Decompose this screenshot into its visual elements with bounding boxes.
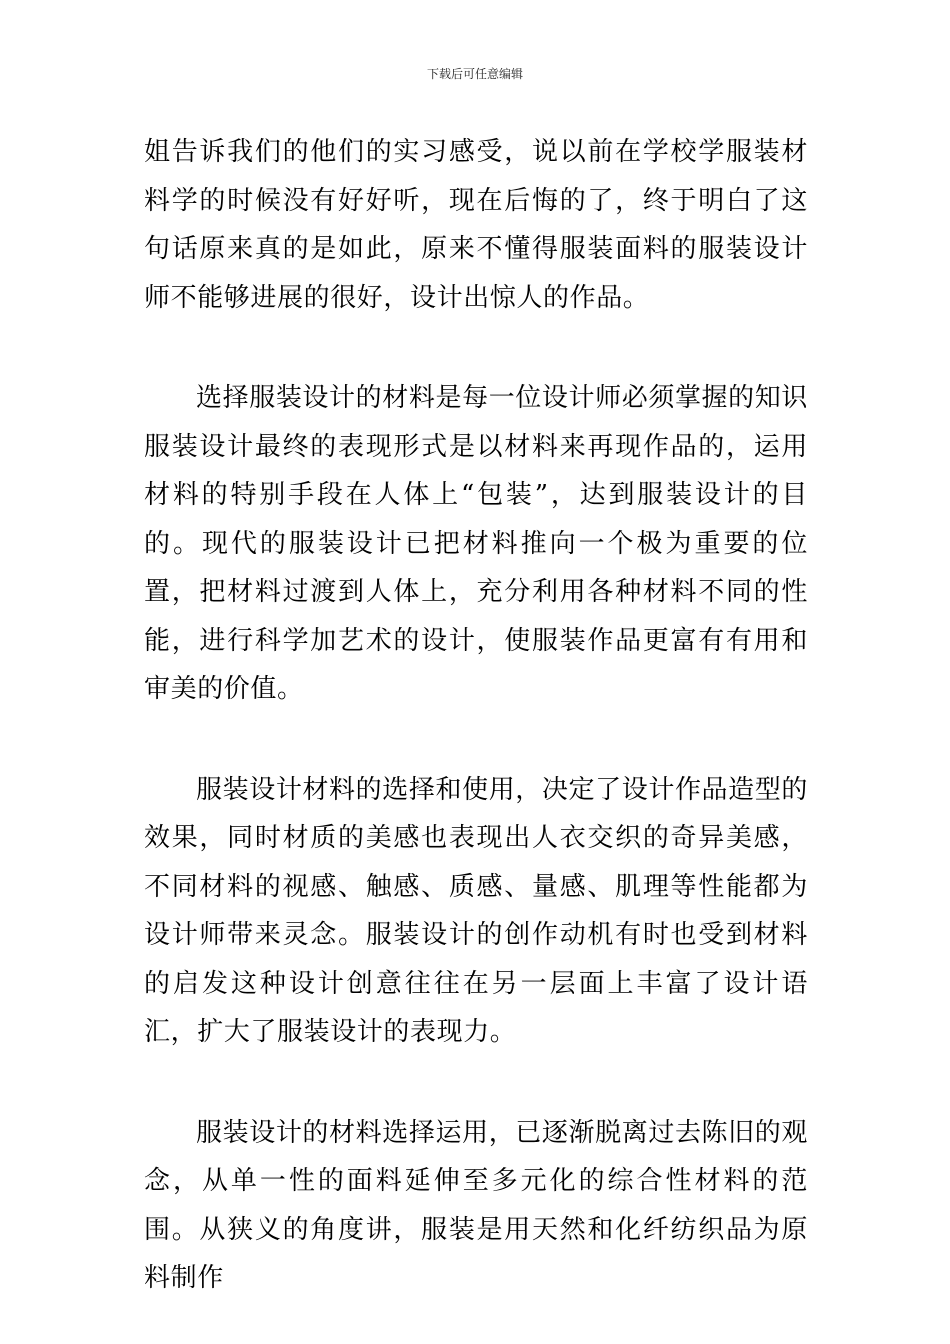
paragraph-2: 选择服装设计的材料是每一位设计师必须掌握的知识服装设计最终的表现形式是以材料来再现作品的，运用材料的特别手段在人体上“包装”，达到服装设计的目的。现代的服装设计已把材料推向一个极为重要的位置，把材料过渡到人体上，充分利用各种材料不同的性能，进行科学加艺术的设计，使服装作品更富有有用和审美的价值。 xyxy=(144,383,808,704)
paragraph-1: 姐告诉我们的他们的实习感受，说以前在学校学服装材料学的时候没有好好听，现在后悔的了，终于明白了这句话原来真的是如此，原来不懂得服装面料的服装设计师不能够进展的很好，设计出惊人的作品。 xyxy=(144,137,808,313)
paragraph-4: 服装设计的材料选择运用，已逐渐脱离过去陈旧的观念，从单一性的面料延伸至多元化的综合性材料的范围。从狭义的角度讲，服装是用天然和化纤纺织品为原料制作 xyxy=(144,1117,808,1293)
page-header: 下载后可任意编辑 xyxy=(426,67,523,81)
paragraph-3: 服装设计材料的选择和使用，决定了设计作品造型的效果，同时材质的美感也表现出人衣交织的奇异美感，不同材料的视感、触感、质感、量感、肌理等性能都为设计师带来灵念。服装设计的创作动机有时也受到材料的启发这种设计创意往往在另一层面上丰富了设计语汇，扩大了服装设计的表现力。 xyxy=(144,774,808,1047)
document-body xyxy=(144,128,808,1303)
